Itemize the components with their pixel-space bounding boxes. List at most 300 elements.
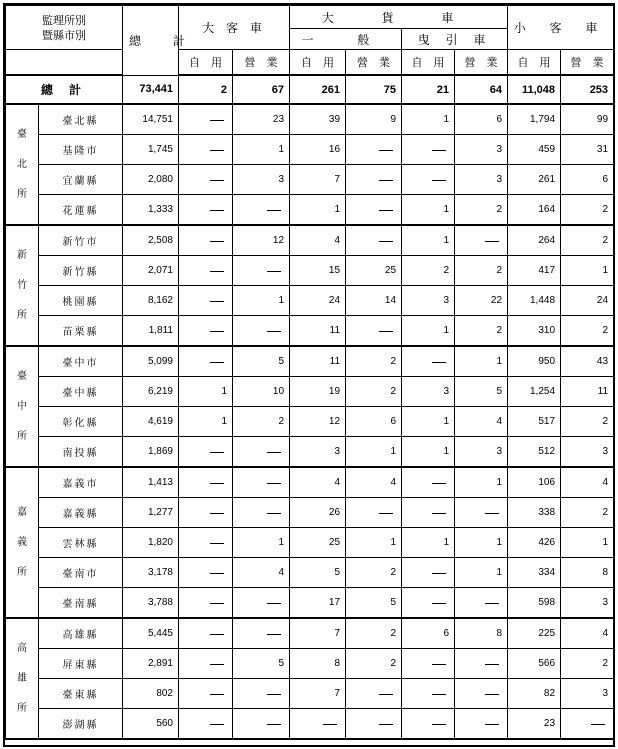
dash-mark [210, 301, 224, 302]
truck-tractor-header: 曳 引 車 [402, 29, 508, 50]
value-cell: 2 [455, 195, 508, 226]
value-cell: 1 [561, 256, 614, 286]
value-cell: 459 [508, 135, 561, 165]
value-cell [455, 709, 508, 740]
value-cell: 5 [290, 558, 346, 588]
value-cell [179, 437, 233, 468]
table-body [6, 75, 614, 739]
value-cell [346, 165, 402, 195]
grand-total-row [6, 75, 614, 104]
value-cell: 16 [290, 135, 346, 165]
value-cell [233, 618, 290, 649]
value-cell [402, 135, 455, 165]
table-row [6, 286, 614, 316]
dash-mark [432, 483, 446, 484]
grand-total-value: 261 [290, 75, 346, 104]
dash-mark [210, 241, 224, 242]
value-cell: 82 [508, 679, 561, 709]
value-cell: 23 [233, 104, 290, 135]
dash-mark [267, 271, 281, 272]
value-cell: 1,794 [508, 104, 561, 135]
value-cell: 3 [290, 437, 346, 468]
office-label [6, 618, 39, 739]
dash-mark [432, 603, 446, 604]
value-cell: 3 [561, 437, 614, 468]
value-cell: 106 [508, 467, 561, 498]
county-label: 臺中縣 [39, 377, 123, 407]
corner-header [6, 6, 123, 50]
value-cell: 3,788 [123, 588, 179, 619]
office-name: 臺 中 所 [17, 370, 27, 442]
value-cell: 2,071 [123, 256, 179, 286]
value-cell: 39 [290, 104, 346, 135]
value-cell: 3 [455, 165, 508, 195]
value-cell: 14,751 [123, 104, 179, 135]
value-cell: 1,277 [123, 498, 179, 528]
value-cell [179, 286, 233, 316]
value-cell [179, 467, 233, 498]
county-label: 花蓮縣 [39, 195, 123, 226]
value-cell: 5 [233, 346, 290, 377]
value-cell: 1 [402, 316, 455, 347]
table-row [6, 104, 614, 135]
value-cell: 1 [233, 528, 290, 558]
value-cell: 4 [561, 618, 614, 649]
value-cell: 1 [346, 528, 402, 558]
value-cell: 560 [123, 709, 179, 740]
value-cell: 11 [290, 346, 346, 377]
office-name: 臺 北 所 [17, 128, 27, 200]
value-cell [179, 165, 233, 195]
value-cell [346, 316, 402, 347]
value-cell [455, 588, 508, 619]
value-cell [402, 498, 455, 528]
subheader-private: 自 用 [179, 50, 233, 76]
value-cell [179, 709, 233, 740]
dash-mark [210, 543, 224, 544]
statistics-sheet [3, 3, 615, 747]
value-cell [179, 225, 233, 256]
value-cell: 5 [455, 377, 508, 407]
value-cell [402, 165, 455, 195]
dash-mark [432, 150, 446, 151]
value-cell: 2 [561, 498, 614, 528]
county-label: 嘉義市 [39, 467, 123, 498]
value-cell: 4 [561, 467, 614, 498]
value-cell: 4 [346, 467, 402, 498]
table-row [6, 498, 614, 528]
value-cell [179, 346, 233, 377]
value-cell: 2,508 [123, 225, 179, 256]
value-cell: 1 [402, 407, 455, 437]
value-cell [233, 256, 290, 286]
value-cell: 417 [508, 256, 561, 286]
value-cell: 950 [508, 346, 561, 377]
value-cell [233, 437, 290, 468]
value-cell: 802 [123, 679, 179, 709]
value-cell: 1 [179, 407, 233, 437]
value-cell [233, 498, 290, 528]
value-cell [233, 709, 290, 740]
value-cell: 512 [508, 437, 561, 468]
dash-mark [432, 724, 446, 725]
value-cell: 517 [508, 407, 561, 437]
subheader-commercial: 營 業 [455, 50, 508, 76]
dash-mark [210, 483, 224, 484]
office-name: 新 竹 所 [17, 249, 27, 321]
value-cell: 1,413 [123, 467, 179, 498]
value-cell: 3 [561, 588, 614, 619]
value-cell: 3 [233, 165, 290, 195]
county-label: 臺中市 [39, 346, 123, 377]
county-label: 桃園縣 [39, 286, 123, 316]
value-cell: 7 [290, 165, 346, 195]
truck-large-header: 大 貨 車 [290, 6, 508, 29]
county-label: 臺南縣 [39, 588, 123, 619]
value-cell: 225 [508, 618, 561, 649]
value-cell: 6 [561, 165, 614, 195]
subheader-commercial: 營 業 [346, 50, 402, 76]
value-cell: 1 [402, 104, 455, 135]
value-cell: 25 [346, 256, 402, 286]
dash-mark [379, 513, 393, 514]
county-label: 臺南市 [39, 558, 123, 588]
value-cell: 2 [455, 256, 508, 286]
value-cell: 8 [455, 618, 508, 649]
value-cell: 6 [402, 618, 455, 649]
table-row [6, 679, 614, 709]
grand-total-value: 11,048 [508, 75, 561, 104]
value-cell: 2 [346, 649, 402, 679]
value-cell: 334 [508, 558, 561, 588]
value-cell: 7 [290, 618, 346, 649]
table-row [6, 528, 614, 558]
value-cell [179, 104, 233, 135]
value-cell [561, 709, 614, 740]
county-label: 嘉義縣 [39, 498, 123, 528]
value-cell [346, 498, 402, 528]
truck-general-header: 一 般 [290, 29, 402, 50]
value-cell: 2 [346, 377, 402, 407]
grand-total-value: 64 [455, 75, 508, 104]
value-cell: 6 [346, 407, 402, 437]
value-cell [233, 588, 290, 619]
value-cell: 1 [455, 346, 508, 377]
value-cell [455, 649, 508, 679]
value-cell [233, 467, 290, 498]
value-cell: 264 [508, 225, 561, 256]
dash-mark [210, 180, 224, 181]
dash-mark [210, 331, 224, 332]
dash-mark [379, 724, 393, 725]
value-cell: 1,448 [508, 286, 561, 316]
value-cell: 4,619 [123, 407, 179, 437]
county-label: 雲林縣 [39, 528, 123, 558]
subheader-private: 自 用 [290, 50, 346, 76]
value-cell: 2 [561, 407, 614, 437]
value-cell: 2 [561, 225, 614, 256]
corner-line-2: 暨縣市別 [42, 28, 86, 42]
value-cell: 1,254 [508, 377, 561, 407]
value-cell: 598 [508, 588, 561, 619]
dash-mark [379, 241, 393, 242]
value-cell: 5 [346, 588, 402, 619]
dash-mark [485, 664, 499, 665]
subheader-commercial: 營 業 [561, 50, 614, 76]
value-cell: 11 [561, 377, 614, 407]
value-cell [233, 679, 290, 709]
table-row [6, 165, 614, 195]
dash-mark [210, 603, 224, 604]
value-cell: 19 [290, 377, 346, 407]
value-cell: 5,445 [123, 618, 179, 649]
value-cell: 1 [233, 286, 290, 316]
value-cell: 15 [290, 256, 346, 286]
grand-total-value: 73,441 [123, 75, 179, 104]
value-cell: 426 [508, 528, 561, 558]
car-small-header: 小 客 車 [508, 6, 614, 50]
value-cell: 43 [561, 346, 614, 377]
value-cell: 2 [233, 407, 290, 437]
dash-mark [379, 150, 393, 151]
grand-total-value: 253 [561, 75, 614, 104]
dash-mark [267, 210, 281, 211]
value-cell: 2 [346, 346, 402, 377]
value-cell [402, 588, 455, 619]
value-cell [455, 498, 508, 528]
dash-mark [432, 573, 446, 574]
value-cell: 2 [561, 649, 614, 679]
value-cell: 8 [561, 558, 614, 588]
value-cell: 2 [561, 195, 614, 226]
value-cell: 31 [561, 135, 614, 165]
value-cell [402, 558, 455, 588]
value-cell: 164 [508, 195, 561, 226]
value-cell: 10 [233, 377, 290, 407]
value-cell: 566 [508, 649, 561, 679]
dash-mark [432, 694, 446, 695]
subheader-commercial: 營 業 [233, 50, 290, 76]
table-row [6, 709, 614, 740]
table-row [6, 588, 614, 619]
value-cell: 3 [402, 286, 455, 316]
value-cell [455, 679, 508, 709]
value-cell: 3 [455, 135, 508, 165]
grand-total-value: 67 [233, 75, 290, 104]
table-header [6, 6, 614, 76]
dash-mark [485, 603, 499, 604]
county-label: 臺北縣 [39, 104, 123, 135]
value-cell [233, 195, 290, 226]
value-cell: 22 [455, 286, 508, 316]
value-cell: 2,891 [123, 649, 179, 679]
value-cell [402, 467, 455, 498]
dash-mark [267, 483, 281, 484]
dash-mark [267, 331, 281, 332]
value-cell [179, 558, 233, 588]
table-row [6, 377, 614, 407]
dash-mark [210, 120, 224, 121]
value-cell: 12 [290, 407, 346, 437]
value-cell [402, 346, 455, 377]
dash-mark [267, 694, 281, 695]
value-cell: 99 [561, 104, 614, 135]
county-label: 臺東縣 [39, 679, 123, 709]
value-cell [346, 679, 402, 709]
county-label: 新竹縣 [39, 256, 123, 286]
value-cell [402, 709, 455, 740]
corner-line-1: 監理所別 [42, 13, 86, 27]
value-cell [179, 498, 233, 528]
value-cell: 310 [508, 316, 561, 347]
grand-total-value: 21 [402, 75, 455, 104]
dash-mark [267, 724, 281, 725]
value-cell [346, 135, 402, 165]
value-cell: 3 [561, 679, 614, 709]
dash-mark [591, 724, 605, 725]
table-row [6, 256, 614, 286]
county-label: 新竹市 [39, 225, 123, 256]
value-cell: 5 [233, 649, 290, 679]
value-cell: 12 [233, 225, 290, 256]
dash-mark [267, 603, 281, 604]
value-cell [346, 709, 402, 740]
table-row [6, 558, 614, 588]
table-row [6, 225, 614, 256]
value-cell: 1,745 [123, 135, 179, 165]
office-name: 高 雄 所 [17, 642, 27, 714]
value-cell: 1 [455, 467, 508, 498]
table-row [6, 407, 614, 437]
dash-mark [267, 634, 281, 635]
value-cell [402, 649, 455, 679]
dash-mark [379, 210, 393, 211]
county-label: 基隆市 [39, 135, 123, 165]
dash-mark [432, 664, 446, 665]
value-cell: 3,178 [123, 558, 179, 588]
value-cell: 2 [402, 256, 455, 286]
value-cell: 1,869 [123, 437, 179, 468]
value-cell: 1 [233, 135, 290, 165]
table-row [6, 618, 614, 649]
county-label: 南投縣 [39, 437, 123, 468]
value-cell [179, 195, 233, 226]
grand-total-value: 75 [346, 75, 402, 104]
county-label: 高雄縣 [39, 618, 123, 649]
value-cell: 9 [346, 104, 402, 135]
value-cell: 1 [290, 195, 346, 226]
county-label: 彰化縣 [39, 407, 123, 437]
value-cell: 3 [455, 437, 508, 468]
value-cell [179, 528, 233, 558]
subheader-private: 自 用 [402, 50, 455, 76]
dash-mark [379, 180, 393, 181]
office-label [6, 467, 39, 618]
dash-mark [210, 694, 224, 695]
dash-mark [485, 724, 499, 725]
value-cell: 1 [402, 225, 455, 256]
county-label: 澎湖縣 [39, 709, 123, 740]
value-cell [179, 618, 233, 649]
value-cell [290, 709, 346, 740]
table-row [6, 135, 614, 165]
value-cell: 8,162 [123, 286, 179, 316]
value-cell: 8 [290, 649, 346, 679]
value-cell: 1 [561, 528, 614, 558]
dash-mark [432, 513, 446, 514]
dash-mark [210, 362, 224, 363]
value-cell: 24 [561, 286, 614, 316]
value-cell: 1 [179, 377, 233, 407]
value-cell: 1 [402, 528, 455, 558]
value-cell: 2 [561, 316, 614, 347]
value-cell: 23 [508, 709, 561, 740]
table-row [6, 346, 614, 377]
value-cell: 5,099 [123, 346, 179, 377]
bus-large-header: 大 客 車 [179, 6, 290, 50]
value-cell: 1 [402, 437, 455, 468]
dash-mark [379, 694, 393, 695]
value-cell: 25 [290, 528, 346, 558]
dash-mark [210, 150, 224, 151]
dash-mark [267, 513, 281, 514]
value-cell: 2 [455, 316, 508, 347]
value-cell [179, 316, 233, 347]
value-cell [179, 135, 233, 165]
value-cell [455, 225, 508, 256]
value-cell [179, 256, 233, 286]
value-cell: 1,811 [123, 316, 179, 347]
dash-mark [267, 452, 281, 453]
value-cell [233, 316, 290, 347]
dash-mark [485, 241, 499, 242]
value-cell: 4 [290, 467, 346, 498]
table-row [6, 316, 614, 347]
value-cell: 26 [290, 498, 346, 528]
table-row [6, 467, 614, 498]
dash-mark [210, 724, 224, 725]
value-cell [346, 225, 402, 256]
value-cell: 14 [346, 286, 402, 316]
dash-mark [210, 271, 224, 272]
value-cell: 2,080 [123, 165, 179, 195]
value-cell: 1 [402, 195, 455, 226]
table-row [6, 437, 614, 468]
value-cell: 261 [508, 165, 561, 195]
value-cell [179, 649, 233, 679]
value-cell: 7 [290, 679, 346, 709]
value-cell: 2 [346, 618, 402, 649]
table-row [6, 195, 614, 226]
value-cell [179, 588, 233, 619]
value-cell: 3 [402, 377, 455, 407]
office-name: 嘉 義 所 [17, 506, 27, 578]
grand-total-value: 2 [179, 75, 233, 104]
value-cell: 1,820 [123, 528, 179, 558]
county-label: 屏東縣 [39, 649, 123, 679]
subheader-private: 自 用 [508, 50, 561, 76]
value-cell: 6 [455, 104, 508, 135]
value-cell: 4 [290, 225, 346, 256]
value-cell: 17 [290, 588, 346, 619]
county-label: 宜蘭縣 [39, 165, 123, 195]
value-cell: 4 [455, 407, 508, 437]
vehicle-statistics-table [5, 5, 614, 740]
dash-mark [210, 513, 224, 514]
value-cell [346, 195, 402, 226]
table-row [6, 649, 614, 679]
dash-mark [379, 331, 393, 332]
